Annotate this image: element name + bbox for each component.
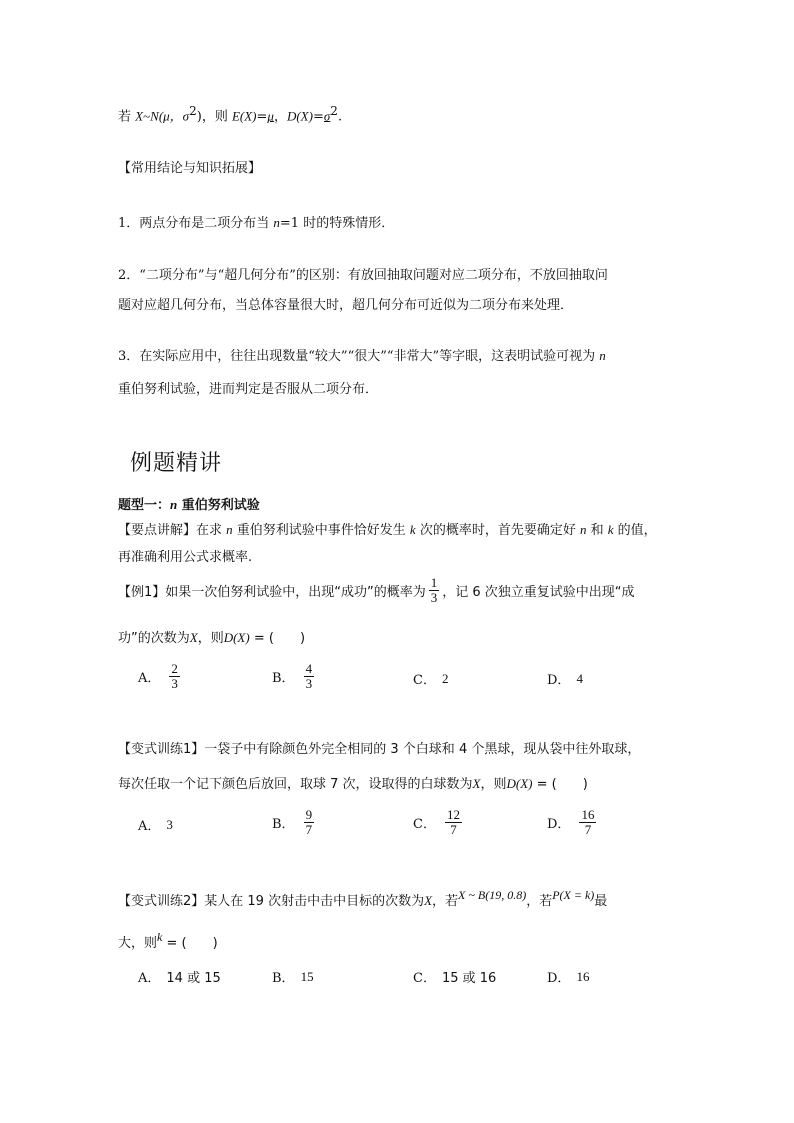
conclusion-heading: 【常用结论与知识拓展】	[118, 161, 262, 176]
variant1-option-a[interactable]	[138, 815, 173, 834]
option-value: 15	[300, 968, 314, 984]
option-fraction	[304, 662, 315, 691]
binomial-distribution: X ~ B(19, 0.8)	[458, 888, 527, 902]
example1-line1	[118, 576, 635, 605]
variant2-line2	[118, 932, 218, 951]
variant1-option-d[interactable]	[547, 808, 599, 837]
option-value: 15 或 16	[441, 971, 497, 986]
variant2-line1	[118, 890, 607, 909]
conclusion-3-line2: 重伯努利试验，进而判定是否服从二项分布．	[118, 382, 379, 397]
option-label: C．	[413, 817, 436, 832]
c3-n: n	[599, 348, 606, 363]
tip-k: k	[409, 522, 416, 537]
tip-n2: n	[579, 522, 587, 537]
variant2-text-d: 最	[594, 894, 608, 909]
variant2-answer-blank: = ( )	[162, 936, 218, 951]
variant2-k: k	[157, 930, 163, 944]
option-fraction	[169, 662, 180, 691]
exponent: 2	[189, 104, 197, 118]
example1-text-a: 【例1】如果一次伯努利试验中，出现“成功”的概率为	[118, 585, 426, 600]
type1-heading-n: n	[170, 497, 178, 512]
conclusion-1	[118, 212, 394, 231]
variant1-answer-blank: = ( )	[532, 777, 588, 792]
type1-heading-b: 重伯努利试验	[177, 498, 260, 513]
type1-heading	[118, 494, 260, 513]
example1-dx: D(X)	[223, 630, 250, 645]
option-fraction	[445, 808, 462, 837]
equals-2: =	[312, 109, 324, 125]
option-label: B．	[272, 971, 295, 986]
variant1-line1: 【变式训练1】一袋子中有除颜色外完全相同的 3 个白球和 4 个黑球，现从袋中往外取球，	[118, 742, 641, 757]
frac-num: 1	[430, 575, 438, 590]
example1-option-d[interactable]	[547, 669, 583, 688]
option-label: D．	[547, 817, 571, 832]
variant2-option-a[interactable]	[138, 967, 221, 986]
variant1-text-b: ，则	[480, 777, 507, 792]
tip-e: 的值，	[613, 523, 657, 538]
variant1-dx: D(X)	[506, 776, 533, 791]
c1-text-b: =1 时的特殊情形．	[279, 216, 395, 231]
option-fraction	[304, 808, 315, 837]
sigma: σ	[323, 108, 331, 124]
period: .	[337, 109, 343, 125]
normal-distribution-formula	[118, 104, 342, 124]
option-fraction	[579, 808, 596, 837]
option-label: A．	[138, 819, 161, 834]
frac-den: 7	[584, 822, 592, 837]
sim-symbol: ~	[143, 108, 151, 124]
option-value: 2	[441, 670, 449, 686]
variant2-option-c[interactable]	[413, 967, 496, 986]
example1-option-a[interactable]	[138, 662, 183, 691]
tip-line1	[118, 519, 657, 538]
var-n: N	[150, 108, 159, 124]
variant2-text-c: ，若	[526, 894, 553, 909]
variant1-option-b[interactable]	[272, 808, 317, 837]
formula-prefix: 若	[118, 109, 132, 125]
formula-args: (μ，σ	[158, 108, 190, 124]
frac-num: 16	[581, 807, 595, 822]
formula-close: )，则	[196, 109, 232, 125]
option-label: D．	[547, 971, 571, 986]
example1-text-b: ，记 6 次独立重复试验中出现“成	[442, 585, 635, 600]
c1-text-a: 1．两点分布是二项分布当	[118, 216, 274, 231]
probability-expression: P(X = k)	[552, 888, 595, 902]
example1-option-c[interactable]	[413, 669, 448, 688]
tip-c: 次的概率时，首先要确定好	[415, 523, 580, 538]
frac-num: 12	[446, 807, 460, 822]
frac-den: 7	[305, 822, 313, 837]
frac-den: 7	[450, 822, 457, 837]
expectation: E(X)	[231, 108, 257, 124]
type1-heading-a: 题型一：	[118, 498, 171, 513]
variant1-text-a: 每次任取一个记下颜色后放回，取球 7 次，设取得的白球数为	[118, 777, 473, 792]
option-value: 16	[576, 968, 590, 984]
example1-option-b[interactable]	[272, 662, 317, 691]
equals: =	[256, 109, 268, 125]
conclusion-3-line1	[118, 345, 606, 364]
variant1-option-c[interactable]	[413, 808, 465, 837]
variance: D(X)	[286, 108, 313, 124]
variant1-line2	[118, 773, 588, 792]
example1-fraction	[429, 576, 440, 605]
example1-x: X	[189, 630, 198, 645]
variant2-text-b: ，若	[432, 894, 459, 909]
tip-k2: k	[607, 522, 614, 537]
option-value: 3	[166, 816, 173, 832]
frac-num: 4	[305, 661, 313, 676]
mu: μ	[267, 108, 274, 124]
var-x: X	[135, 108, 144, 124]
variant2-x: X	[424, 893, 433, 908]
tip-a: 【要点讲解】在求	[118, 523, 227, 538]
variant2-option-d[interactable]	[547, 967, 589, 986]
c3-text-a: 3．在实际应用中，往往出现数量“较大”“很大”“非常大”等字眼，这表明试验可视为	[118, 349, 600, 364]
option-label: A．	[138, 971, 161, 986]
option-label: D．	[547, 673, 571, 688]
example1-answer-blank: = ( )	[249, 631, 306, 646]
tip-line2: 再准确利用公式求概率.	[118, 550, 253, 565]
frac-den: 3	[430, 590, 438, 605]
conclusion-2-line2: 题对应超几何分布，当总体容量很大时，超几何分布可近似为二项分布来处理．	[118, 298, 574, 313]
variant2-text-e: 大，则	[118, 936, 158, 951]
exponent-2: 2	[330, 104, 338, 118]
variant2-text-a: 【变式训练2】某人在 19 次射击中击中目标的次数为	[118, 894, 425, 909]
option-value: 4	[576, 670, 583, 686]
variant1-x: X	[472, 776, 481, 791]
option-label: B．	[272, 817, 295, 832]
example1-text-d: ，则	[197, 631, 224, 646]
option-label: C．	[413, 971, 436, 986]
frac-num: 9	[305, 807, 313, 822]
variant2-option-b[interactable]	[272, 967, 314, 986]
frac-den: 3	[171, 676, 178, 691]
tip-d: 和	[586, 523, 608, 538]
separator: ，	[273, 109, 287, 125]
tip-n: n	[226, 522, 233, 537]
example1-line2	[118, 627, 305, 646]
example1-text-c: 功”的次数为	[118, 631, 190, 646]
conclusion-2-line1: 2．“二项分布”与“超几何分布”的区别：有放回抽取问题对应二项分布，不放回抽取问	[118, 268, 608, 283]
frac-num: 2	[171, 661, 178, 676]
section-title: 例题精讲	[130, 451, 223, 476]
option-label: B．	[272, 671, 295, 686]
frac-den: 3	[305, 676, 313, 691]
c1-n: n	[273, 215, 280, 230]
tip-b: 重伯努利试验中事件恰好发生	[232, 523, 410, 538]
option-label: A．	[138, 671, 161, 686]
option-value: 14 或 15	[166, 971, 221, 986]
option-label: C．	[413, 673, 436, 688]
